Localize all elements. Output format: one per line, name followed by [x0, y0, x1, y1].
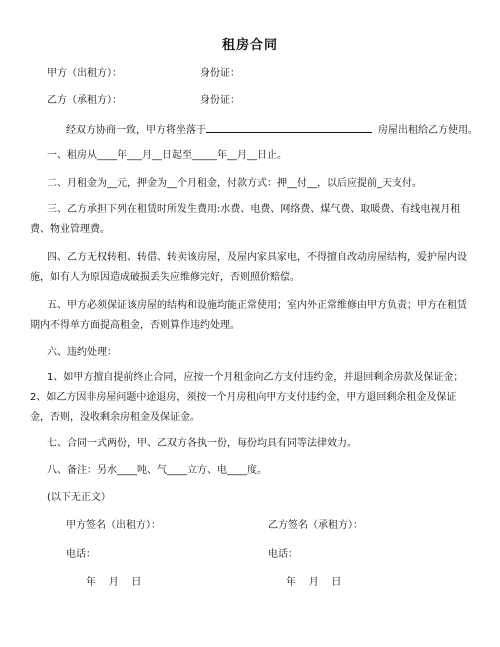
party-b-signature-label: 乙方签名（承租方）： — [268, 520, 363, 531]
party-b-date: 年 月 日 — [286, 577, 342, 588]
party-b-label: 乙方（承租方）： — [47, 95, 122, 106]
clause-3: 三、乙方承担下列在租赁时所发生费用:水费、电费、网络费、煤气费、取暖费、有线电视月租费、物业管理费。 — [30, 204, 461, 235]
clause-7: 七、合同一式两份，甲、乙双方各执一份，每份均具有同等法律效力。 — [47, 438, 357, 449]
clause-2: 二、月租金为__元，押金为__个月租金，付款方式：押__付__，以后应提前_天支付。 — [47, 178, 422, 189]
clause-4: 四、乙方无权转租、转借、转卖该房屋，及屋内家具家电，不得擅自改动房屋结构，爱护屋内设施，如有人为原因造成破损丢失应维修完好，否则照价赔偿。 — [30, 252, 467, 283]
clause-6-body: 1、如甲方擅自提前终止合同，应按一个月租金向乙方支付违约金，并退回剩余房款及保证金；2、如乙方因非房屋问题中途退房，须按一个月房租向甲方支付违约金，甲方退回剩余租金及保证金，否则，没收剩余房租金及保证金。 — [30, 372, 464, 423]
party-b-phone-label: 电话： — [268, 549, 298, 560]
party-a-date: 年 月 日 — [86, 577, 142, 588]
party-a-signature-label: 甲方签名（出租方）： — [66, 520, 161, 531]
intro-before: 经双方协商一致，甲方将坐落于 — [66, 125, 206, 136]
address-blank — [206, 121, 372, 133]
party-b-id-label: 身份证： — [200, 95, 240, 106]
clause-8: 八、备注：另水____吨、气____立方、电____度。 — [47, 465, 267, 476]
document-title: 租房合同 — [221, 38, 278, 53]
party-a-phone-label: 电话： — [66, 549, 96, 560]
intro-paragraph — [66, 121, 478, 138]
no-more-text-note: (以下无正文） — [47, 492, 111, 503]
clause-5: 五、甲方必须保证该房屋的结构和设施均能正常使用；室内外正常维修由甲方负责；甲方在租赁期内不得单方面提高租金，否则算作违约处理。 — [30, 300, 467, 331]
party-a-label: 甲方（出租方）： — [47, 68, 122, 79]
clause-1: 一、租房从____年___月__日起至_____年__月__日止。 — [47, 150, 287, 161]
intro-after: 房屋出租给乙方使用。 — [378, 125, 478, 136]
party-a-id-label: 身份证： — [200, 68, 240, 79]
clause-6-title: 六、违约处理： — [47, 347, 117, 358]
